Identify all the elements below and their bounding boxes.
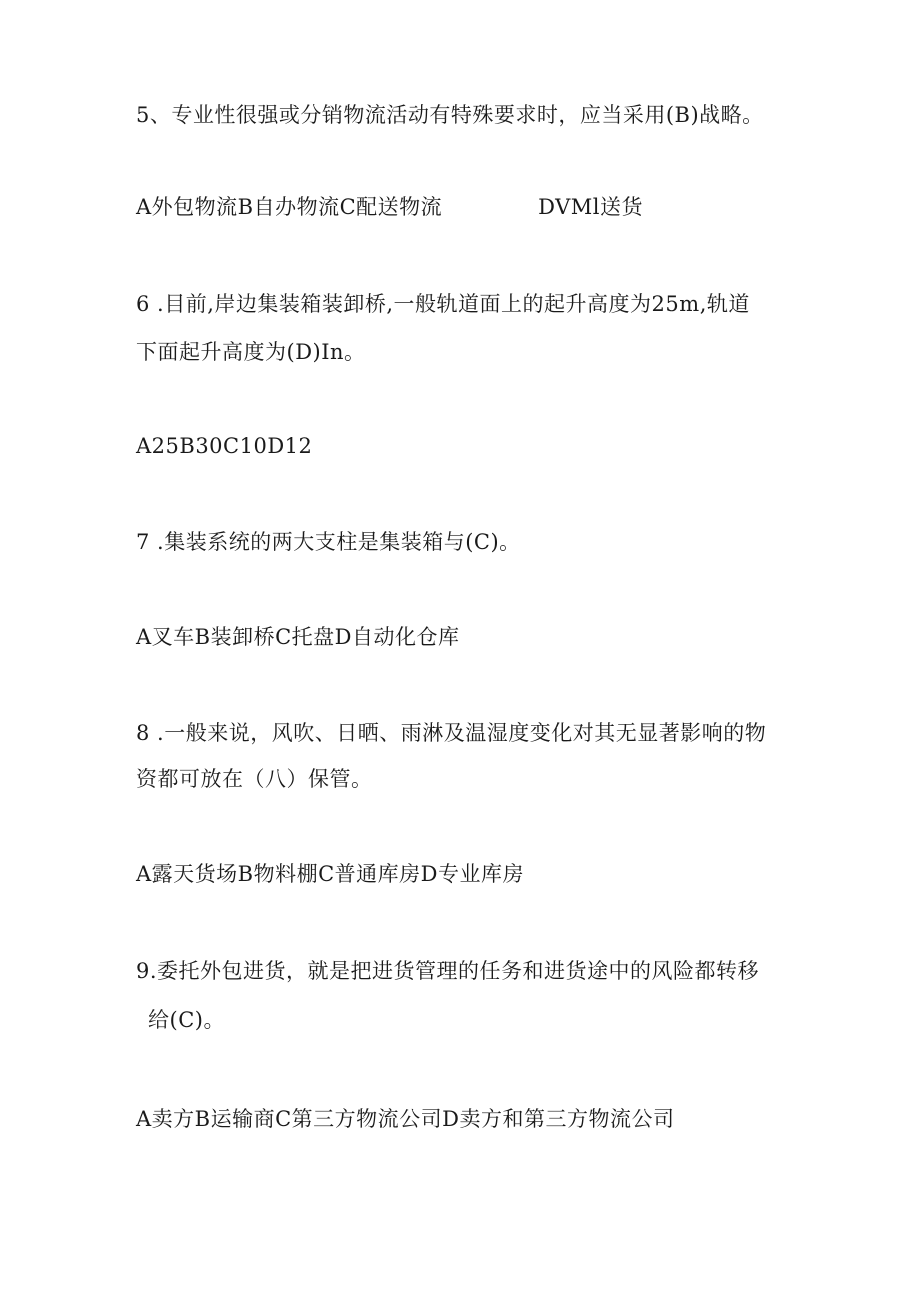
question-6-options: A25B30C10D12: [136, 434, 313, 458]
question-6-text-line1: 6 .目前,岸边集装箱装卸桥,一般轨道面上的起升高度为25m,轨道: [136, 292, 750, 316]
question-9-options: A卖方B运输商C第三方物流公司D卖方和第三方物流公司: [136, 1107, 675, 1131]
question-5-options-abc: A外包物流B自办物流C配送物流: [136, 195, 443, 219]
question-8-options: A露天货场B物料棚C普通库房D专业库房: [136, 862, 525, 886]
question-9-text-line2: 给(C)。: [148, 1008, 225, 1032]
question-7-text: 7 .集装系统的两大支柱是集装箱与(C)。: [136, 530, 521, 554]
question-8-text-line2: 资都可放在（八）保管。: [136, 767, 373, 791]
question-6-text-line2: 下面起升高度为(D)In。: [136, 340, 366, 364]
question-5-text: 5、专业性很强或分销物流活动有特殊要求时，应当采用(B)战略。: [136, 103, 764, 127]
question-9-text-line1: 9.委托外包进货，就是把进货管理的任务和进货途中的风险都转移: [136, 959, 760, 983]
question-5-option-d: DVMl送货: [538, 195, 644, 219]
question-5-options: [136, 192, 643, 222]
question-8-text-line1: 8 .一般来说，风吹、日晒、雨淋及温湿度变化对其无显著影响的物: [136, 721, 767, 745]
question-7-options: A叉车B装卸桥C托盘D自动化仓库: [136, 625, 460, 649]
